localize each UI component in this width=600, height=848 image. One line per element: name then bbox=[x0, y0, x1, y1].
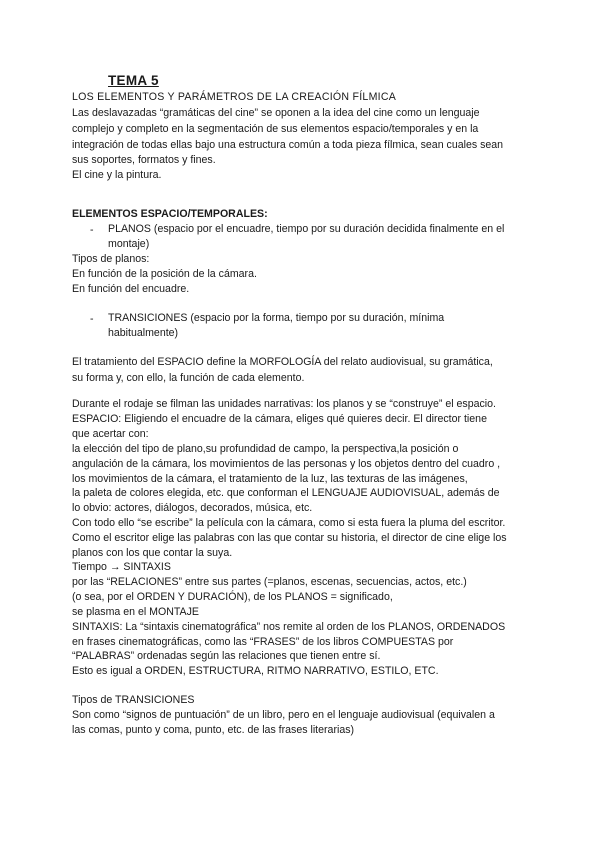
rodaje-line: planos con los que contar la suya. bbox=[72, 547, 233, 559]
rodaje-line: lo obvio: actores, diálogos, decorados, música, etc. bbox=[72, 502, 313, 514]
rodaje-line: la elección del tipo de plano,su profundidad de campo, la perspectiva,la posición o bbox=[72, 443, 459, 455]
tratamiento-line: su forma y, con ello, la función de cada elemento. bbox=[72, 372, 305, 384]
bullet-dash: - bbox=[90, 224, 94, 236]
rodaje-line: se plasma en el MONTAJE bbox=[72, 606, 199, 618]
rodaje-line: los movimientos de la cámara, el tratamiento de la luz, las texturas de las imágenes, bbox=[72, 473, 468, 485]
intro-line: complejo y completo en la segmentación de sus elementos espacio/temporales y en la bbox=[72, 123, 479, 135]
rodaje-line: Durante el rodaje se filman las unidades narrativas: los planos y se “construye” el espacio. bbox=[72, 398, 496, 410]
intro-line: Las deslavazadas “gramáticas del cine” se oponen a la idea del cine como un lenguaje bbox=[72, 107, 480, 119]
tipos-planos-line: En función del encuadre. bbox=[72, 283, 190, 295]
rodaje-line: la paleta de colores elegida, etc. que conforman el LENGUAJE AUDIOVISUAL, además de bbox=[72, 487, 500, 499]
intro-line: integración de todas ellas bajo una estructura común a toda pieza fílmica, sean cuales sean bbox=[72, 139, 504, 151]
rodaje-line: SINTAXIS: La “sintaxis cinematográfica” nos remite al orden de los PLANOS, ORDENADOS bbox=[72, 621, 506, 633]
transiciones-line: las comas, punto y coma, punto, etc. de las frases literarias) bbox=[72, 724, 355, 736]
page-title: TEMA 5 bbox=[108, 73, 159, 88]
tipos-planos-line: Tipos de planos: bbox=[72, 253, 150, 265]
rodaje-line: Como el escritor elige las palabras con las que contar su historia, el director de cine elige los bbox=[72, 532, 507, 544]
bullet-transiciones-line: TRANSICIONES (espacio por la forma, tiempo por su duración, mínima bbox=[108, 312, 445, 324]
bullet-planos-line: montaje) bbox=[108, 238, 150, 250]
rodaje-line: Con todo ello “se escribe” la película con la cámara, como si esta fuera la pluma del escritor. bbox=[72, 517, 506, 529]
tratamiento-line: El tratamiento del ESPACIO define la MORFOLOGÍA del relato audiovisual, su gramática, bbox=[72, 356, 493, 368]
rodaje-line: por las “RELACIONES” entre sus partes (=planos, escenas, secuencias, actos, etc.) bbox=[72, 576, 467, 588]
bullet-dash: - bbox=[90, 313, 94, 325]
rodaje-line: “PALABRAS” ordenadas según las relaciones que tienen entre sí. bbox=[72, 650, 381, 662]
intro-line: sus soportes, formatos y fines. bbox=[72, 154, 216, 166]
rodaje-line: (o sea, por el ORDEN Y DURACIÓN), de los PLANOS = significado, bbox=[72, 591, 393, 603]
tipos-planos-line: En función de la posición de la cámara. bbox=[72, 268, 257, 280]
rodaje-line: en frases cinematográficas, como las “FRASES” de los libros COMPUESTAS por bbox=[72, 636, 454, 648]
document-subtitle: LOS ELEMENTOS Y PARÁMETROS DE LA CREACIÓN FÍLMICA bbox=[72, 91, 397, 103]
rodaje-line: ESPACIO: Eligiendo el encuadre de la cámara, eliges qué quieres decir. El director tiene bbox=[72, 413, 487, 425]
intro-line: El cine y la pintura. bbox=[72, 169, 162, 181]
transiciones-line: Tipos de TRANSICIONES bbox=[72, 694, 195, 706]
section-heading: ELEMENTOS ESPACIO/TEMPORALES: bbox=[72, 208, 268, 220]
rodaje-line: Tiempo → SINTAXIS bbox=[72, 561, 171, 573]
transiciones-line: Son como “signos de puntuación” de un libro, pero en el lenguaje audiovisual (equivalen a bbox=[72, 709, 495, 721]
rodaje-line: Esto es igual a ORDEN, ESTRUCTURA, RITMO NARRATIVO, ESTILO, ETC. bbox=[72, 665, 439, 677]
rodaje-line: que acertar con: bbox=[72, 428, 149, 440]
rodaje-line: angulación de la cámara, los movimientos de las personas y los objetos dentro del cuadro , bbox=[72, 458, 501, 470]
bullet-transiciones-line: habitualmente) bbox=[108, 327, 179, 339]
bullet-planos-line: PLANOS (espacio por el encuadre, tiempo por su duración decidida finalmente en el bbox=[108, 223, 505, 235]
